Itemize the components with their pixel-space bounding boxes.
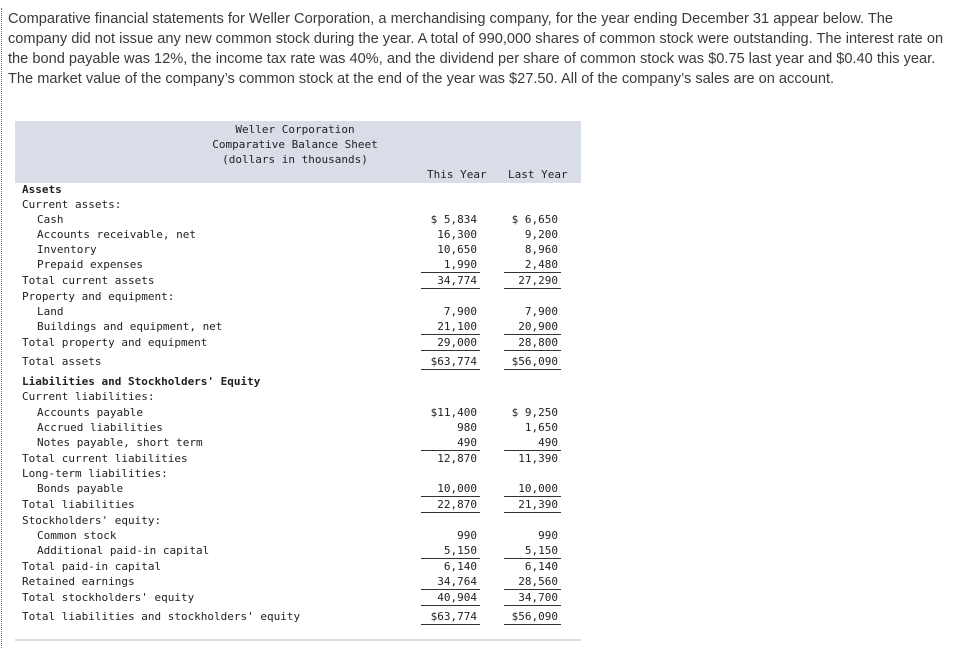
row-label: Total stockholders' equity bbox=[22, 591, 195, 604]
bottom-rule bbox=[15, 639, 581, 641]
statement-units: (dollars in thousands) bbox=[222, 153, 368, 166]
value-last-year: 20,900 bbox=[504, 320, 558, 333]
value-this-year: 16,300 bbox=[437, 228, 477, 241]
row-label: Inventory bbox=[37, 243, 97, 256]
value-last-year: 8,960 bbox=[524, 243, 558, 256]
row-label: Total property and equipment bbox=[22, 336, 208, 349]
value-this-year: $63,774 bbox=[421, 610, 477, 623]
value-last-year: 27,290 bbox=[504, 274, 558, 287]
value-this-year: 490 bbox=[421, 436, 477, 449]
value-this-year: 6,140 bbox=[443, 560, 477, 573]
col-header-this-year: This Year bbox=[427, 168, 487, 181]
row-label: Retained earnings bbox=[22, 575, 135, 588]
value-last-year: 9,200 bbox=[524, 228, 558, 241]
row-label: Bonds payable bbox=[37, 482, 124, 495]
row-label: Total current assets bbox=[22, 274, 155, 287]
value-last-year: $56,090 bbox=[504, 355, 558, 368]
row-label: Prepaid expenses bbox=[37, 258, 143, 271]
problem-intro-text: Comparative financial statements for Weller Corporation, a merchandising company, for the year ending December 31 appear below. The company did not issue any new common stock during the year. A total of 990,000 shares of common stock were outstanding. The interest rate on the bond payable was 12%, the income tax rate was 40%, and the dividend per share of common stock was $0.75 last year and $0.40 this year. The market value of the company’s common stock at the end of the year was $27.50. All of the company’s sales are on account. bbox=[8, 11, 944, 87]
company-name: Weller Corporation bbox=[235, 123, 355, 136]
value-last-year: 2,480 bbox=[504, 258, 558, 271]
row-label: Notes payable, short term bbox=[37, 436, 203, 449]
value-last-year: 28,560 bbox=[504, 575, 558, 588]
value-this-year: 10,650 bbox=[437, 243, 477, 256]
value-last-year: $ 9,250 bbox=[511, 406, 558, 419]
value-this-year: 990 bbox=[457, 529, 477, 542]
row-label: Assets bbox=[22, 183, 62, 196]
value-this-year: 10,000 bbox=[421, 482, 477, 495]
left-dotted-border bbox=[1, 8, 2, 648]
value-this-year: 21,100 bbox=[421, 320, 477, 333]
value-last-year: $ 6,650 bbox=[511, 213, 558, 226]
value-last-year: 10,000 bbox=[504, 482, 558, 495]
row-label: Property and equipment: bbox=[22, 290, 175, 303]
row-label: Accounts receivable, net bbox=[37, 228, 196, 241]
row-label: Common stock bbox=[37, 529, 117, 542]
row-label: Total liabilities bbox=[22, 498, 135, 511]
row-label: Current assets: bbox=[22, 198, 122, 211]
value-this-year: 40,904 bbox=[421, 591, 477, 604]
value-last-year: 490 bbox=[504, 436, 558, 449]
value-last-year: 28,800 bbox=[504, 336, 558, 349]
value-this-year: 980 bbox=[457, 421, 477, 434]
value-last-year: 990 bbox=[538, 529, 558, 542]
value-last-year: 11,390 bbox=[518, 452, 558, 465]
value-this-year: 7,900 bbox=[443, 305, 477, 318]
row-label: Buildings and equipment, net bbox=[37, 320, 223, 333]
row-label: Current liabilities: bbox=[22, 390, 155, 403]
value-this-year: 22,870 bbox=[421, 498, 477, 511]
row-label: Accrued liabilities bbox=[37, 421, 163, 434]
row-label: Total liabilities and stockholders' equity bbox=[22, 610, 301, 623]
value-this-year: 5,150 bbox=[421, 544, 477, 557]
value-this-year: 12,870 bbox=[437, 452, 477, 465]
row-label: Total paid-in capital bbox=[22, 560, 162, 573]
statement-title: Comparative Balance Sheet bbox=[212, 138, 378, 151]
col-header-last-year: Last Year bbox=[508, 168, 568, 181]
row-label: Accounts payable bbox=[37, 406, 143, 419]
value-last-year: $56,090 bbox=[504, 610, 558, 623]
value-last-year: 7,900 bbox=[524, 305, 558, 318]
value-this-year: 1,990 bbox=[421, 258, 477, 271]
row-label: Liabilities and Stockholders' Equity bbox=[22, 375, 261, 388]
row-label: Long-term liabilities: bbox=[22, 467, 168, 480]
value-last-year: 5,150 bbox=[504, 544, 558, 557]
value-this-year: 34,764 bbox=[421, 575, 477, 588]
value-this-year: $11,400 bbox=[430, 406, 477, 419]
row-label: Additional paid-in capital bbox=[37, 544, 210, 557]
balance-sheet bbox=[15, 121, 581, 641]
row-label: Total current liabilities bbox=[22, 452, 188, 465]
row-label: Land bbox=[37, 305, 64, 318]
value-last-year: 6,140 bbox=[524, 560, 558, 573]
row-label: Total assets bbox=[22, 355, 102, 368]
value-this-year: 34,774 bbox=[421, 274, 477, 287]
row-label: Cash bbox=[37, 213, 64, 226]
value-last-year: 34,700 bbox=[504, 591, 558, 604]
value-last-year: 1,650 bbox=[524, 421, 558, 434]
value-this-year: $63,774 bbox=[421, 355, 477, 368]
row-label: Stockholders' equity: bbox=[22, 514, 162, 527]
value-last-year: 21,390 bbox=[504, 498, 558, 511]
value-this-year: $ 5,834 bbox=[430, 213, 477, 226]
value-this-year: 29,000 bbox=[421, 336, 477, 349]
